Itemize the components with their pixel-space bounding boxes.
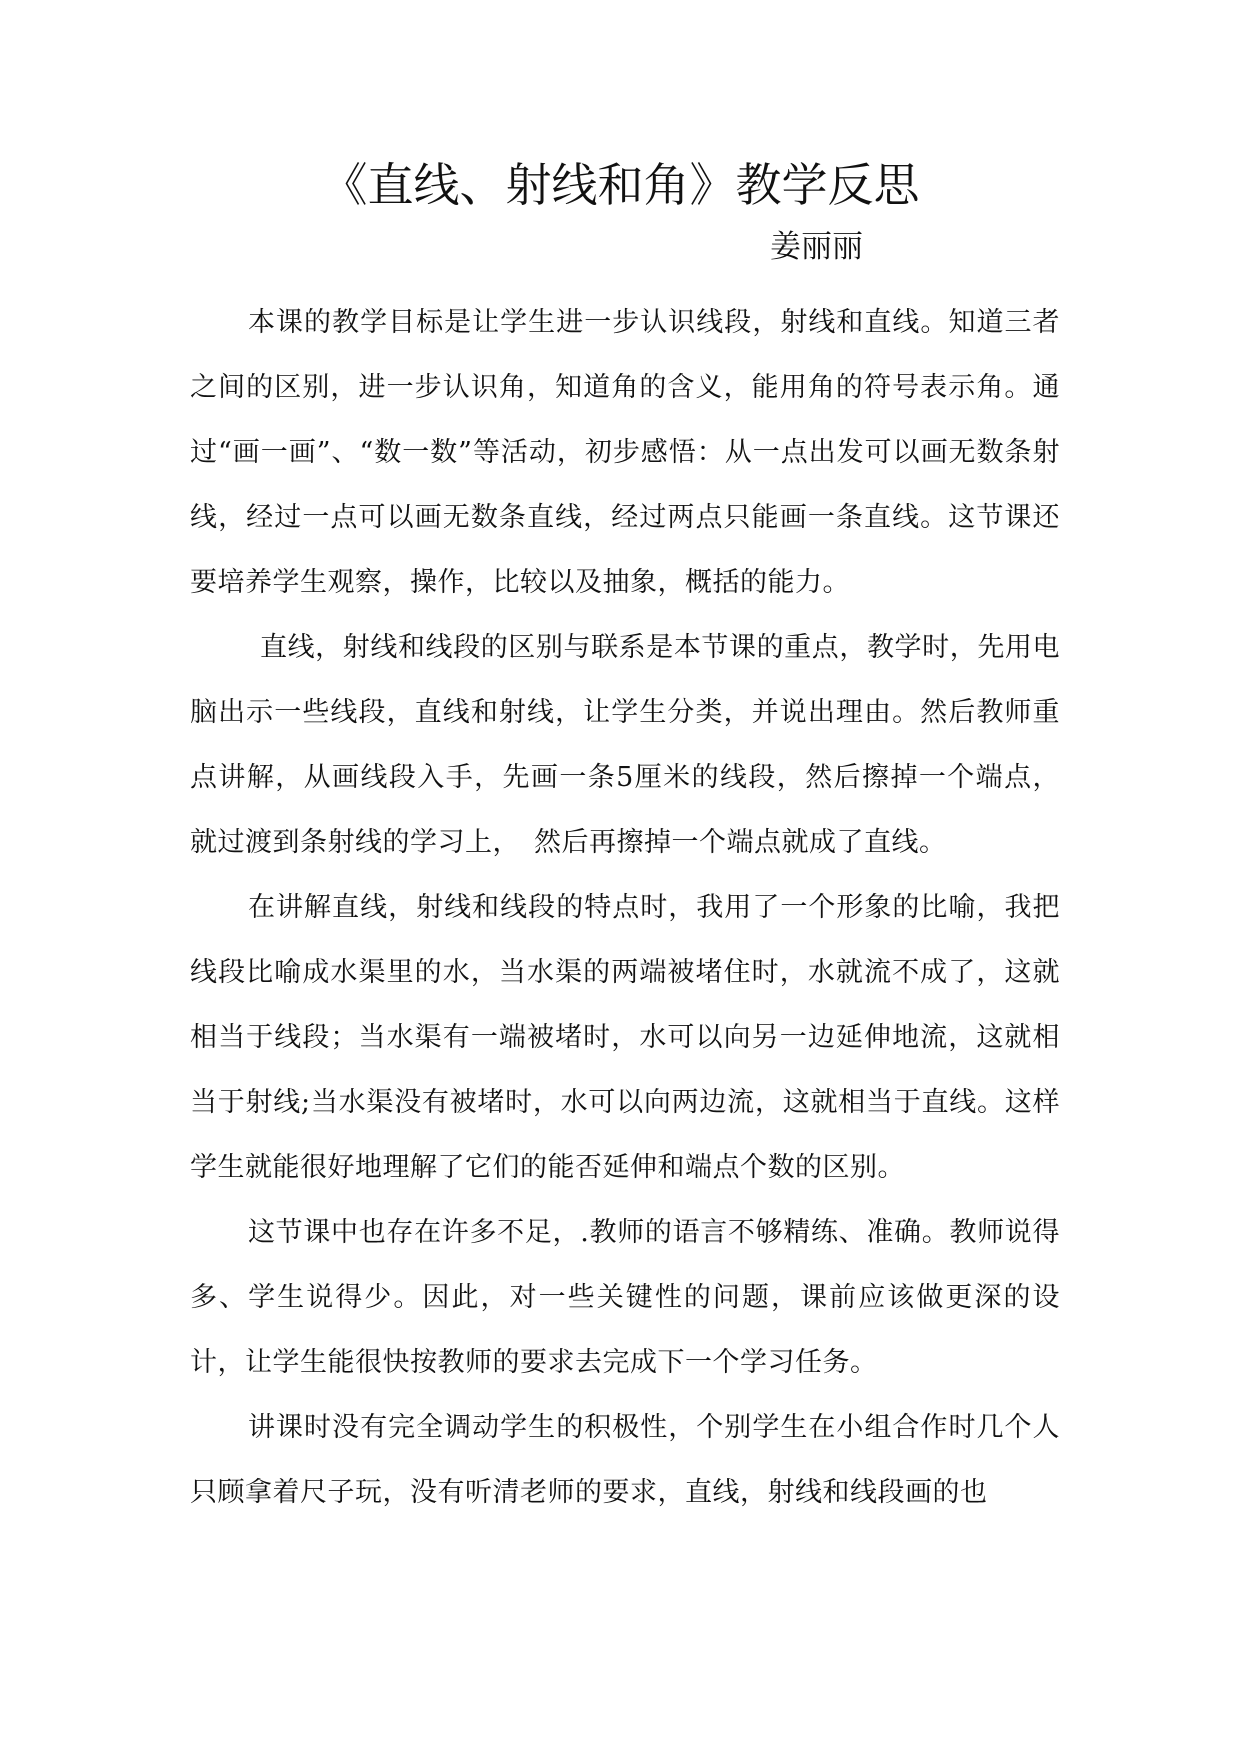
paragraph-5: 讲课时没有完全调动学生的积极性，个别学生在小组合作时几个人只顾拿着尺子玩，没有听清老师的要求，直线，射线和线段画的也: [190, 1412, 1060, 1508]
document-title: 《直线、射线和角》教学反思: [321, 158, 920, 212]
paragraph-1: 本课的教学目标是让学生进一步认识线段，射线和直线。知道三者之间的区别，进一步认识角，知道角的含义，能用角的符号表示角。通过“画一画”、“数一数”等活动，初步感悟：从一点出发可以画无数条射线，经过一点可以画无数条直线，经过两点只能画一条直线。这节课还要培养学生观察，操作，比较以及抽象，概括的能力。: [190, 307, 1060, 598]
author-name: 姜丽丽: [770, 229, 863, 265]
paragraph-3: 在讲解直线，射线和线段的特点时，我用了一个形象的比喻，我把线段比喻成水渠里的水，当水渠的两端被堵住时，水就流不成了，这就相当于线段；当水渠有一端被堵时，水可以向另一边延伸地流，这就相当于射线;当水渠没有被堵时，水可以向两边流，这就相当于直线。这样学生就能很好地理解了它们的能否延伸和端点个数的区别。: [190, 892, 1060, 1183]
document-body: [190, 290, 1060, 1525]
paragraph-4: 这节课中也存在许多不足，.教师的语言不够精练、准确。教师说得多、学生说得少。因此，对一些关键性的问题，课前应该做更深的设计，让学生能很快按教师的要求去完成下一个学习任务。: [190, 1217, 1060, 1378]
paragraph-2: 直线，射线和线段的区别与联系是本节课的重点，教学时，先用电脑出示一些线段，直线和射线，让学生分类，并说出理由。然后教师重点讲解，从画线段入手，先画一条5厘米的线段，然后擦掉一个端点，就过渡到条射线的学习上， 然后再擦掉一个端点就成了直线。: [190, 632, 1060, 858]
